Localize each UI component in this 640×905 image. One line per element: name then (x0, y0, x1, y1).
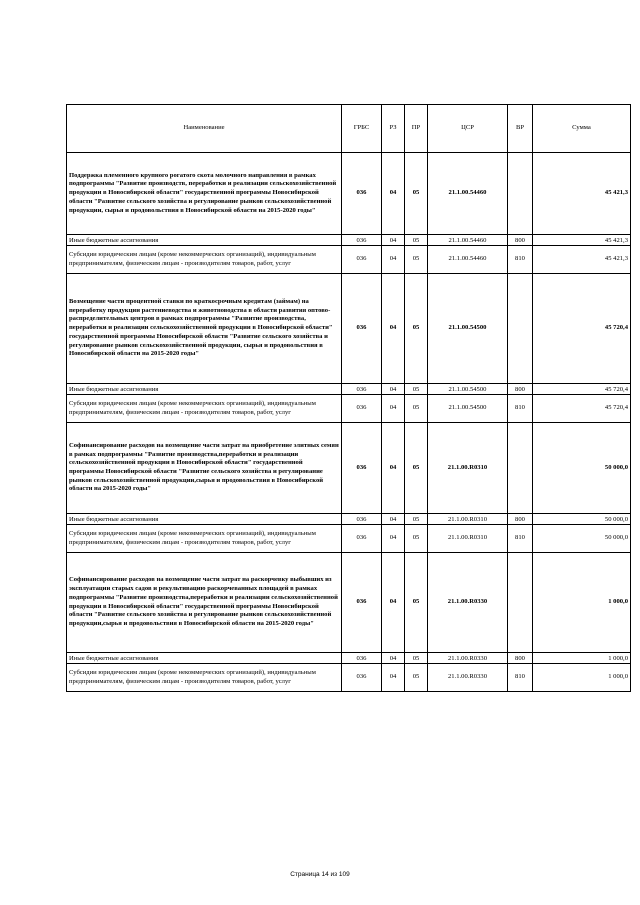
row-pr: 05 (405, 653, 428, 664)
row-pr: 05 (405, 664, 428, 692)
table-row (67, 395, 631, 423)
row-vr (508, 274, 533, 384)
row-pr: 05 (405, 274, 428, 384)
row-grbs: 036 (342, 423, 382, 514)
row-csr: 21.1.00.R0330 (428, 553, 508, 653)
row-name: Возмещение части процентной ставки по краткосрочным кредитам (займам) на переработку продукции растениеводства и животноводства в области развития оптово-распределительных центров в рамках подпрограммы "Развитие производства, переработки и реализации сельскохозяйственной продукции в Новосибирской области" государственной программы Новосибирской области "Развитие сельского хозяйства и регулирование рынков сельскохозяйственной продукции, сырья и продовольствия в Новосибирской области на 2015-2020 годы" (67, 274, 342, 384)
row-pr: 05 (405, 525, 428, 553)
row-name: Иные бюджетные ассигнования (67, 235, 342, 246)
row-csr: 21.1.00.54500 (428, 384, 508, 395)
row-pr: 05 (405, 514, 428, 525)
table-row (67, 664, 631, 692)
row-rz: 04 (382, 664, 405, 692)
row-sum: 1 000,0 (533, 664, 631, 692)
row-csr: 21.1.00.54500 (428, 395, 508, 423)
table-body (67, 153, 631, 692)
row-name: Поддержка племенного крупного рогатого скота молочного направления в рамках подпрограммы "Развитие производств, переработки и реализации сельскохозяйственной продукции в Новосибирской области" государственной программы Новосибирской области "Развитие сельского хозяйства и регулирование рынков сельскохозяйственной продукции, сырья и продовольствия в Новосибирской области на 2015-2020 годы" (67, 153, 342, 235)
row-csr: 21.1.00.R0330 (428, 664, 508, 692)
row-vr (508, 553, 533, 653)
row-grbs: 036 (342, 664, 382, 692)
row-name: Субсидии юридическим лицам (кроме некоммерческих организаций), индивидуальным предпринимателям, физическим лицам - производителям товаров, работ, услуг (67, 525, 342, 553)
row-vr: 800 (508, 384, 533, 395)
row-vr: 810 (508, 395, 533, 423)
row-rz: 04 (382, 423, 405, 514)
page-number: Страница 14 из 109 (290, 871, 350, 878)
table-row (67, 384, 631, 395)
column-header-vr: ВР (508, 105, 533, 153)
row-sum: 45 720,4 (533, 395, 631, 423)
row-grbs: 036 (342, 514, 382, 525)
row-sum: 45 421,3 (533, 235, 631, 246)
table-row (67, 235, 631, 246)
row-name: Субсидии юридическим лицам (кроме некоммерческих организаций), индивидуальным предпринимателям, физическим лицам - производителям товаров, работ, услуг (67, 246, 342, 274)
row-name: Иные бюджетные ассигнования (67, 514, 342, 525)
row-pr: 05 (405, 553, 428, 653)
row-name: Софинансирование расходов на возмещение части затрат на приобретение элитных семян в рамках подпрограммы "Развитие производства,переработки и реализации сельскохозяйственной продукции в Новосибирской области" государственной программы Новосибирской области "Развитие сельского хозяйства и регулирование рынков сельскохозяйственной продукции,сырья и продовольствия в Новосибирской области на 2015-2020 годы" (67, 423, 342, 514)
row-sum: 50 000,0 (533, 525, 631, 553)
row-grbs: 036 (342, 553, 382, 653)
row-vr: 800 (508, 653, 533, 664)
row-grbs: 036 (342, 235, 382, 246)
row-rz: 04 (382, 384, 405, 395)
table-row (67, 153, 631, 235)
row-sum: 45 421,3 (533, 246, 631, 274)
row-rz: 04 (382, 246, 405, 274)
row-csr: 21.1.00.54460 (428, 235, 508, 246)
row-vr: 810 (508, 246, 533, 274)
table-row (67, 423, 631, 514)
row-rz: 04 (382, 653, 405, 664)
table-row (67, 514, 631, 525)
row-pr: 05 (405, 153, 428, 235)
row-sum: 45 720,4 (533, 384, 631, 395)
row-rz: 04 (382, 514, 405, 525)
row-csr: 21.1.00.R0310 (428, 514, 508, 525)
row-grbs: 036 (342, 274, 382, 384)
row-csr: 21.1.00.R0310 (428, 423, 508, 514)
table-row (67, 274, 631, 384)
row-grbs: 036 (342, 384, 382, 395)
row-pr: 05 (405, 395, 428, 423)
row-sum: 50 000,0 (533, 423, 631, 514)
row-csr: 21.1.00.54460 (428, 153, 508, 235)
column-header-rz: РЗ (382, 105, 405, 153)
table-row (67, 246, 631, 274)
row-vr (508, 153, 533, 235)
column-header-name: Наименование (67, 105, 342, 153)
row-vr: 800 (508, 235, 533, 246)
column-header-sum: Сумма (533, 105, 631, 153)
row-rz: 04 (382, 553, 405, 653)
row-pr: 05 (405, 246, 428, 274)
row-rz: 04 (382, 395, 405, 423)
table-row (67, 653, 631, 664)
row-grbs: 036 (342, 246, 382, 274)
column-header-grbs: ГРБС (342, 105, 382, 153)
row-sum: 45 421,3 (533, 153, 631, 235)
row-sum: 1 000,0 (533, 553, 631, 653)
row-grbs: 036 (342, 153, 382, 235)
row-name: Иные бюджетные ассигнования (67, 653, 342, 664)
table-header-row (67, 105, 631, 153)
row-csr: 21.1.00.R0310 (428, 525, 508, 553)
row-csr: 21.1.00.54460 (428, 246, 508, 274)
row-rz: 04 (382, 235, 405, 246)
table-row (67, 525, 631, 553)
row-vr: 810 (508, 664, 533, 692)
row-name: Иные бюджетные ассигнования (67, 384, 342, 395)
row-rz: 04 (382, 525, 405, 553)
row-csr: 21.1.00.R0330 (428, 653, 508, 664)
row-sum: 45 720,4 (533, 274, 631, 384)
row-name: Софинансирование расходов на возмещение части затрат на раскорчевку выбывших из эксплуатации старых садов и рекультивацию раскорчеванных площадей в рамках подпрограммы "Развитие производства,переработки и реализации сельскохозяйственной продукции в Новосибирской области" государственной программы Новосибирской области "Развитие сельского хозяйства и регулирование рынков сельскохозяйственной продукции,сырья и продовольствия в Новосибирской области на 2015-2020 годы" (67, 553, 342, 653)
row-sum: 1 000,0 (533, 653, 631, 664)
row-vr (508, 423, 533, 514)
row-pr: 05 (405, 235, 428, 246)
row-grbs: 036 (342, 395, 382, 423)
row-name: Субсидии юридическим лицам (кроме некоммерческих организаций), индивидуальным предпринимателям, физическим лицам - производителям товаров, работ, услуг (67, 395, 342, 423)
row-sum: 50 000,0 (533, 514, 631, 525)
row-vr: 810 (508, 525, 533, 553)
table-row (67, 553, 631, 653)
row-rz: 04 (382, 153, 405, 235)
row-grbs: 036 (342, 525, 382, 553)
budget-table (66, 104, 631, 692)
column-header-pr: ПР (405, 105, 428, 153)
row-pr: 05 (405, 384, 428, 395)
row-rz: 04 (382, 274, 405, 384)
column-header-csr: ЦСР (428, 105, 508, 153)
row-vr: 800 (508, 514, 533, 525)
row-csr: 21.1.00.54500 (428, 274, 508, 384)
row-name: Субсидии юридическим лицам (кроме некоммерческих организаций), индивидуальным предпринимателям, физическим лицам - производителям товаров, работ, услуг (67, 664, 342, 692)
row-grbs: 036 (342, 653, 382, 664)
row-pr: 05 (405, 423, 428, 514)
